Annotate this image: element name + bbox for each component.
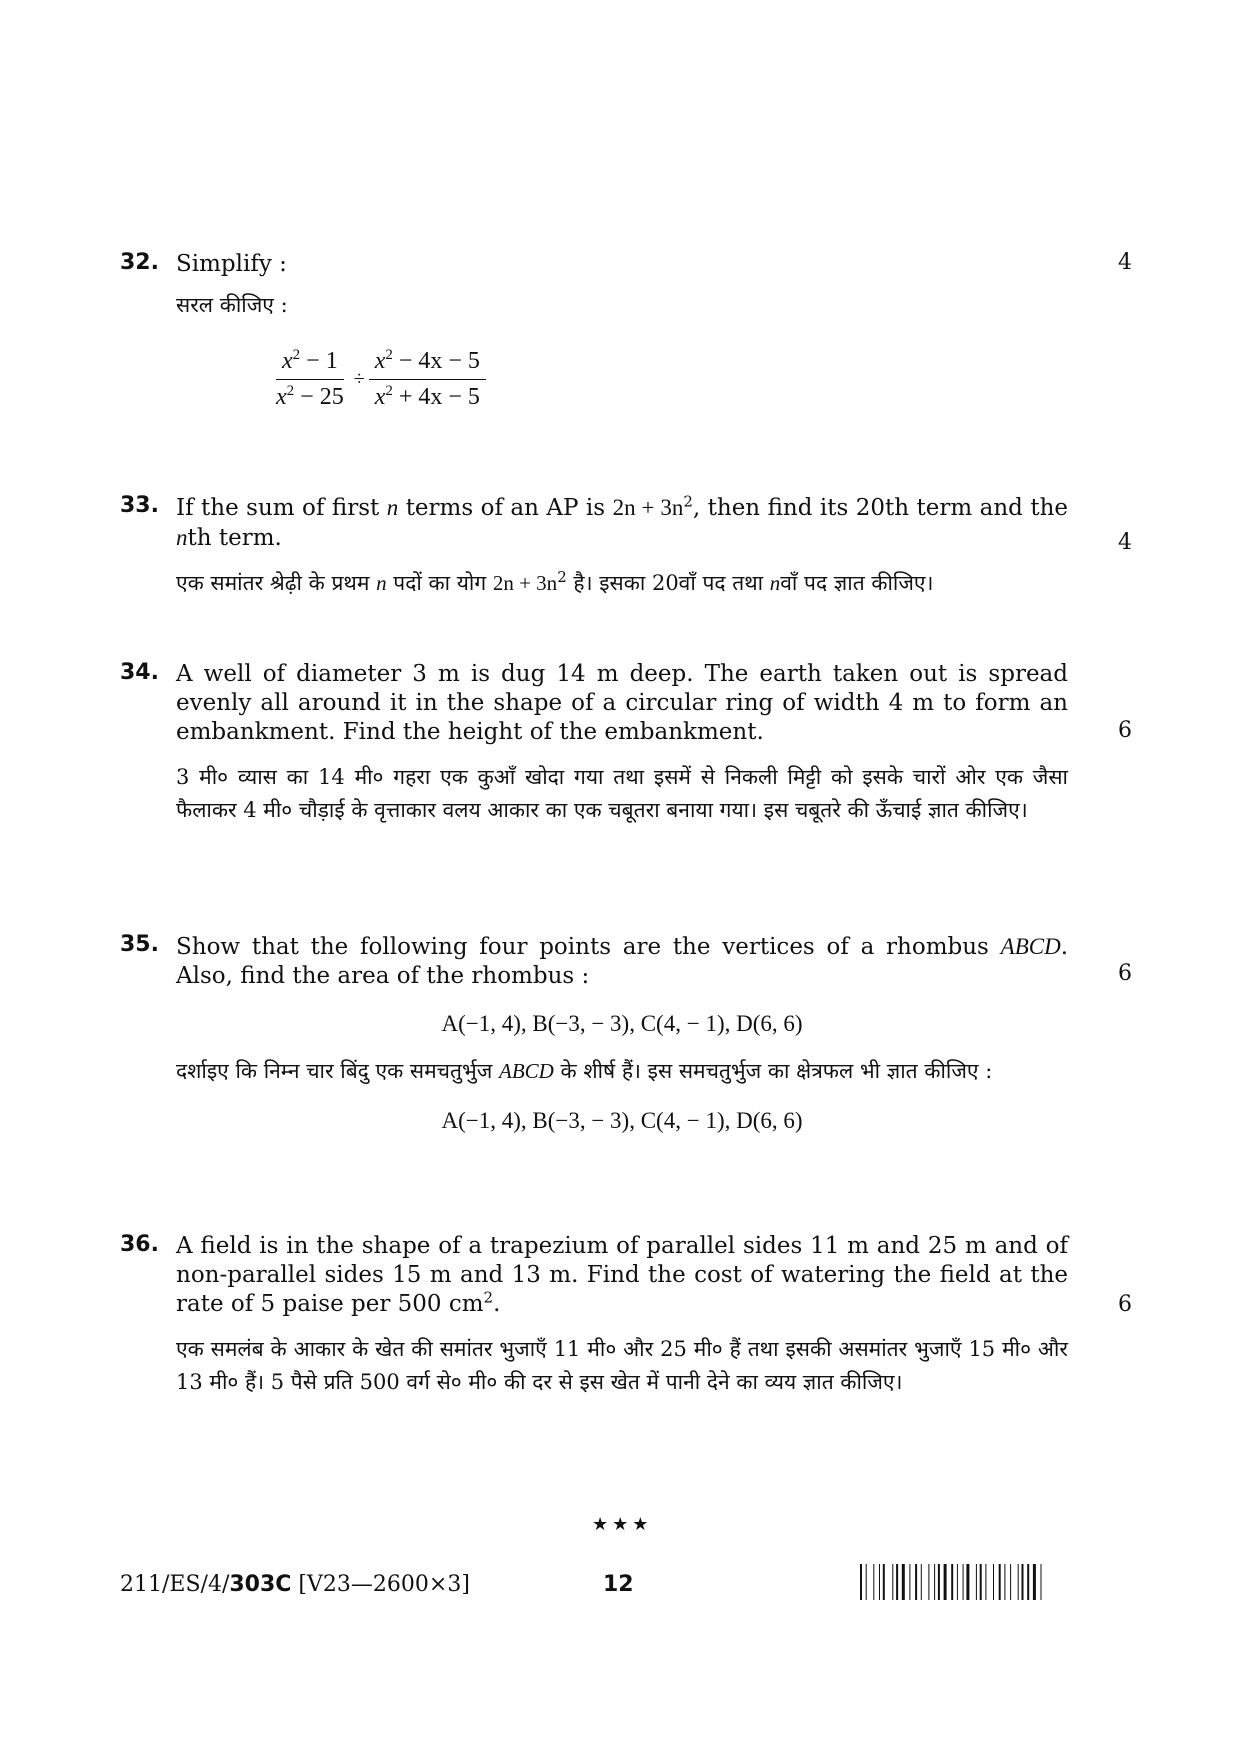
points-hi: A(−1, 4), B(−3, − 3), C(4, − 1), D(6, 6) (441, 1108, 803, 1133)
marks: 4 (1118, 250, 1132, 275)
question-text-en: If the sum of first n terms of an AP is $2n + 3n^2$, then find its 20th term and the nth term. (176, 492, 1069, 551)
page-number: 12 (603, 1572, 634, 1597)
question-text-hi: दर्शाइए कि निम्न चार बिंदु एक समचतुर्भुज ABCD के शीर्ष हैं। इस समचतुर्भुज का क्षेत्रफल भी ज्ञात कीजिए : (176, 1059, 993, 1083)
question-text-en: A well of diameter 3 m is dug 14 m deep. The earth taken out is spread evenly all around it in the shape of a circular ring of width 4 m to form an embankment. Find the height of the embankment. (176, 661, 1068, 745)
question-35 (120, 932, 1132, 1134)
points-en: A(−1, 4), B(−3, − 3), C(4, − 1), D(6, 6) (441, 1011, 803, 1036)
question-number: 36. (120, 1232, 159, 1257)
question-text-en: Simplify : (176, 251, 287, 277)
barcode (860, 1564, 1122, 1600)
question-text-en: Show that the following four points are the vertices of a rhombus ABCD. Also, find the area of the rhombus : (176, 934, 1069, 989)
question-text-hi: सरल कीजिए : (176, 293, 288, 317)
question-33 (120, 493, 1132, 600)
question-text-en: A field is in the shape of a trapezium of parallel sides 11 m and 25 m and of non-parallel sides 15 m and 13 m. Find the cost of watering the field at the rate of 5 paise per 500 $cm^2$. (176, 1233, 1068, 1317)
marks: 6 (1118, 961, 1132, 986)
question-text-hi: 3 मी० व्यास का 14 मी० गहरा एक कुआँ खोदा गया तथा इसमें से निकली मिट्टी को इसके चारों ओर एक जैसा फैलाकर 4 मी० चौड़ाई के वृत्ताकार वलय आकार का एक चबूतरा बनाया गया। इस चबूतरे की ऊँचाई ज्ञात कीजिए। (176, 765, 1068, 822)
fraction-2: $\frac{x^2 - 4x - 5}{x^2 + 4x - 5}$ (369, 348, 486, 411)
question-number: 35. (120, 932, 159, 957)
question-32 (120, 250, 1132, 411)
question-36 (120, 1232, 1132, 1399)
marks: 6 (1118, 718, 1132, 743)
paper-code: 211/ES/4/303C [V23—2600×3] (120, 1572, 470, 1597)
question-number: 34. (120, 660, 159, 685)
question-number: 32. (120, 250, 159, 275)
marks: 6 (1118, 1292, 1132, 1317)
question-number: 33. (120, 493, 159, 518)
question-text-hi: एक समांतर श्रेढ़ी के प्रथम n पदों का योग $2n + 3n^2$ है। इसका 20वाँ पद तथा nवाँ पद ज्ञात कीजिए। (176, 568, 934, 595)
fraction-1: $\frac{x^2 - 1}{x^2 - 25}$ (276, 347, 344, 410)
question-34 (120, 660, 1132, 827)
marks: 4 (1118, 530, 1132, 555)
end-stars: ★★★ (592, 1514, 653, 1535)
question-text-hi: एक समलंब के आकार के खेत की समांतर भुजाएँ 11 मी० और 25 मी० हैं तथा इसकी असमांतर भुजाएँ 15 मी० और 13 मी० हैं। 5 पैसे प्रति 500 वर्ग से० मी० की दर से इस खेत में पानी देने का व्यय ज्ञात कीजिए। (176, 1337, 1068, 1394)
expression (270, 348, 1068, 411)
divide-operator: ÷ (353, 368, 365, 390)
